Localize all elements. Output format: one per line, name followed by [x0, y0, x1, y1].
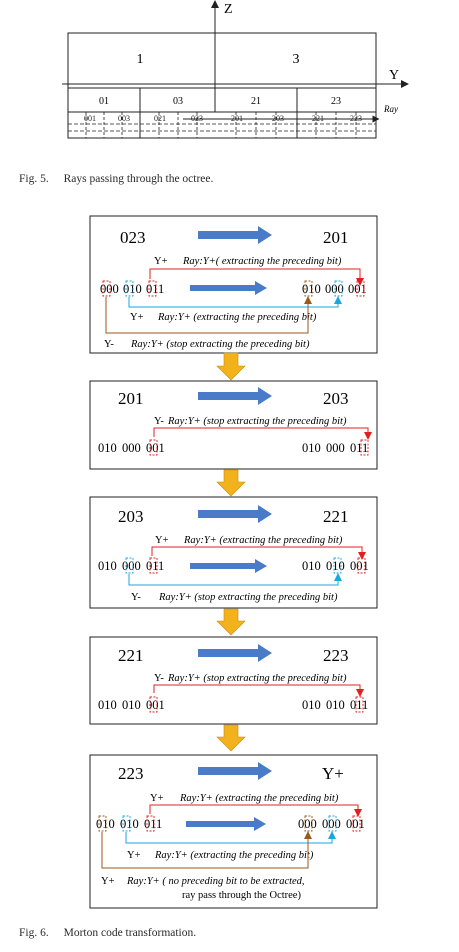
src-code-part: 001 — [146, 441, 165, 455]
red-connector — [154, 685, 360, 695]
panel-from-code: 221 — [118, 646, 144, 665]
dst-code-part: 011 — [350, 698, 369, 712]
fig5-caption-label: Fig. 5. — [19, 173, 49, 185]
src-code-part: 010 — [98, 441, 117, 455]
blue-arrow — [198, 505, 272, 523]
panel-to-code: 203 — [323, 389, 349, 408]
red-connector — [150, 805, 358, 815]
src-code-part: 010 — [96, 817, 115, 831]
node-label-03: 03 — [173, 96, 183, 107]
note-dir: Y+ — [150, 793, 164, 804]
y-axis-label: Y — [389, 68, 400, 83]
src-code-part: 010 — [98, 698, 117, 712]
panel-2 — [90, 381, 377, 469]
src-code-part: 011 — [144, 817, 163, 831]
panel-3 — [90, 497, 377, 608]
blue-arrow — [198, 762, 272, 780]
src-code-part: 011 — [146, 559, 165, 573]
dst-code-part: 000 — [325, 282, 344, 296]
leaf-label: 023 — [191, 114, 203, 123]
node-label-3: 3 — [292, 52, 300, 67]
leaf-label: 221 — [312, 114, 324, 123]
note-dir: Y- — [154, 416, 164, 427]
note-text-cont: ray pass through the Octree) — [182, 890, 301, 901]
panel-to-code: 223 — [323, 646, 349, 665]
panel-1 — [90, 216, 377, 353]
dst-code-part: 010 — [326, 559, 345, 573]
panel-to-code: 221 — [323, 507, 349, 526]
dst-code-part: 001 — [350, 559, 369, 573]
leaf-label: 001 — [84, 114, 96, 123]
panel-4 — [90, 637, 377, 724]
node-label-23: 23 — [331, 96, 341, 107]
node-label-1: 1 — [136, 52, 144, 67]
panel-from-code: 023 — [120, 228, 146, 247]
dst-code-part: 010 — [302, 698, 321, 712]
note-dir: Y- — [104, 339, 114, 350]
note-text: Ray:Y+ (extracting the preceding bit) — [158, 312, 317, 323]
note-text: Ray:Y+ (extracting the preceding bit) — [184, 535, 343, 546]
note-dir: Y+ — [154, 256, 168, 267]
node-label-01: 01 — [99, 96, 109, 107]
panel-from-code: 203 — [118, 507, 144, 526]
note-text: Ray:Y+ (stop extracting the preceding bit) — [168, 673, 347, 684]
dst-code-part: 010 — [302, 282, 321, 296]
fig5-octree-diagram — [62, 2, 405, 138]
note-dir: Y- — [131, 592, 141, 603]
ray-label: Ray — [384, 104, 398, 114]
leaf-label: 203 — [272, 114, 284, 123]
note-text: Ray:Y+ (stop extracting the preceding bit) — [159, 592, 338, 603]
src-code-part: 001 — [146, 698, 165, 712]
leaf-label: 021 — [154, 114, 166, 123]
dst-code-part: 000 — [322, 817, 341, 831]
yellow-down-arrow — [217, 725, 245, 751]
src-code-part: 000 — [122, 441, 141, 455]
note-dir: Y+ — [130, 312, 144, 323]
panel-from-code: 223 — [118, 764, 144, 783]
note-text: Ray:Y+ ( no preceding bit to be extracted, — [127, 876, 305, 887]
panel-from-code: 201 — [118, 389, 144, 408]
node-label-21: 21 — [251, 96, 261, 107]
blue-arrow — [186, 817, 266, 831]
dst-code-part: 001 — [348, 282, 367, 296]
fig5-caption — [19, 173, 213, 185]
cyan-connector — [129, 574, 338, 585]
leaf-label: 201 — [231, 114, 243, 123]
note-text: Ray:Y+ (stop extracting the preceding bit) — [131, 339, 310, 350]
fig6-caption-text: Morton code transformation. — [63, 927, 197, 939]
blue-arrow — [198, 387, 272, 405]
yellow-down-arrow — [217, 353, 245, 380]
blue-arrow — [198, 644, 272, 662]
note-dir: Y- — [154, 673, 164, 684]
blue-arrow — [198, 226, 272, 244]
src-code-part: 010 — [120, 817, 139, 831]
fig6-caption — [19, 927, 196, 939]
dst-code-part: 000 — [326, 441, 345, 455]
fig6-caption-label: Fig. 6. — [19, 927, 49, 939]
dst-code-part: 001 — [346, 817, 365, 831]
panel-5 — [90, 755, 377, 908]
src-code-part: 000 — [122, 559, 141, 573]
octree-outer-box — [68, 33, 376, 138]
dst-code-part: 010 — [302, 441, 321, 455]
yellow-down-arrow — [217, 470, 245, 496]
dst-code-part: 011 — [350, 441, 369, 455]
fig5-caption-text: Rays passing through the octree. — [63, 173, 214, 185]
src-code-part: 000 — [100, 282, 119, 296]
note-text: Ray:Y+ (extracting the preceding bit) — [155, 850, 314, 861]
src-code-part: 010 — [123, 282, 142, 296]
note-text: Ray:Y+ (extracting the preceding bit) — [180, 793, 339, 804]
src-code-part: 010 — [122, 698, 141, 712]
cyan-connector — [126, 832, 332, 843]
dst-code-part: 000 — [298, 817, 317, 831]
dst-code-part: 010 — [302, 559, 321, 573]
panel-to-code: Y+ — [322, 764, 344, 783]
src-code-part: 011 — [146, 282, 165, 296]
leaf-label: 223 — [350, 114, 362, 123]
note-dir: Y+ — [155, 535, 169, 546]
red-connector — [154, 428, 368, 438]
note-text: Ray:Y+( extracting the preceding bit) — [183, 256, 342, 267]
z-axis-label: Z — [224, 2, 233, 17]
red-connector — [152, 547, 362, 558]
note-text: Ray:Y+ (stop extracting the preceding bit) — [168, 416, 347, 427]
cyan-connector — [129, 297, 338, 307]
blue-arrow — [190, 281, 267, 295]
dst-code-part: 010 — [326, 698, 345, 712]
note-dir: Y+ — [101, 876, 115, 887]
note-dir: Y+ — [127, 850, 141, 861]
src-code-part: 010 — [98, 559, 117, 573]
panel-to-code: 201 — [323, 228, 349, 247]
blue-arrow — [190, 559, 267, 573]
yellow-down-arrow — [217, 609, 245, 635]
leaf-label: 003 — [118, 114, 130, 123]
